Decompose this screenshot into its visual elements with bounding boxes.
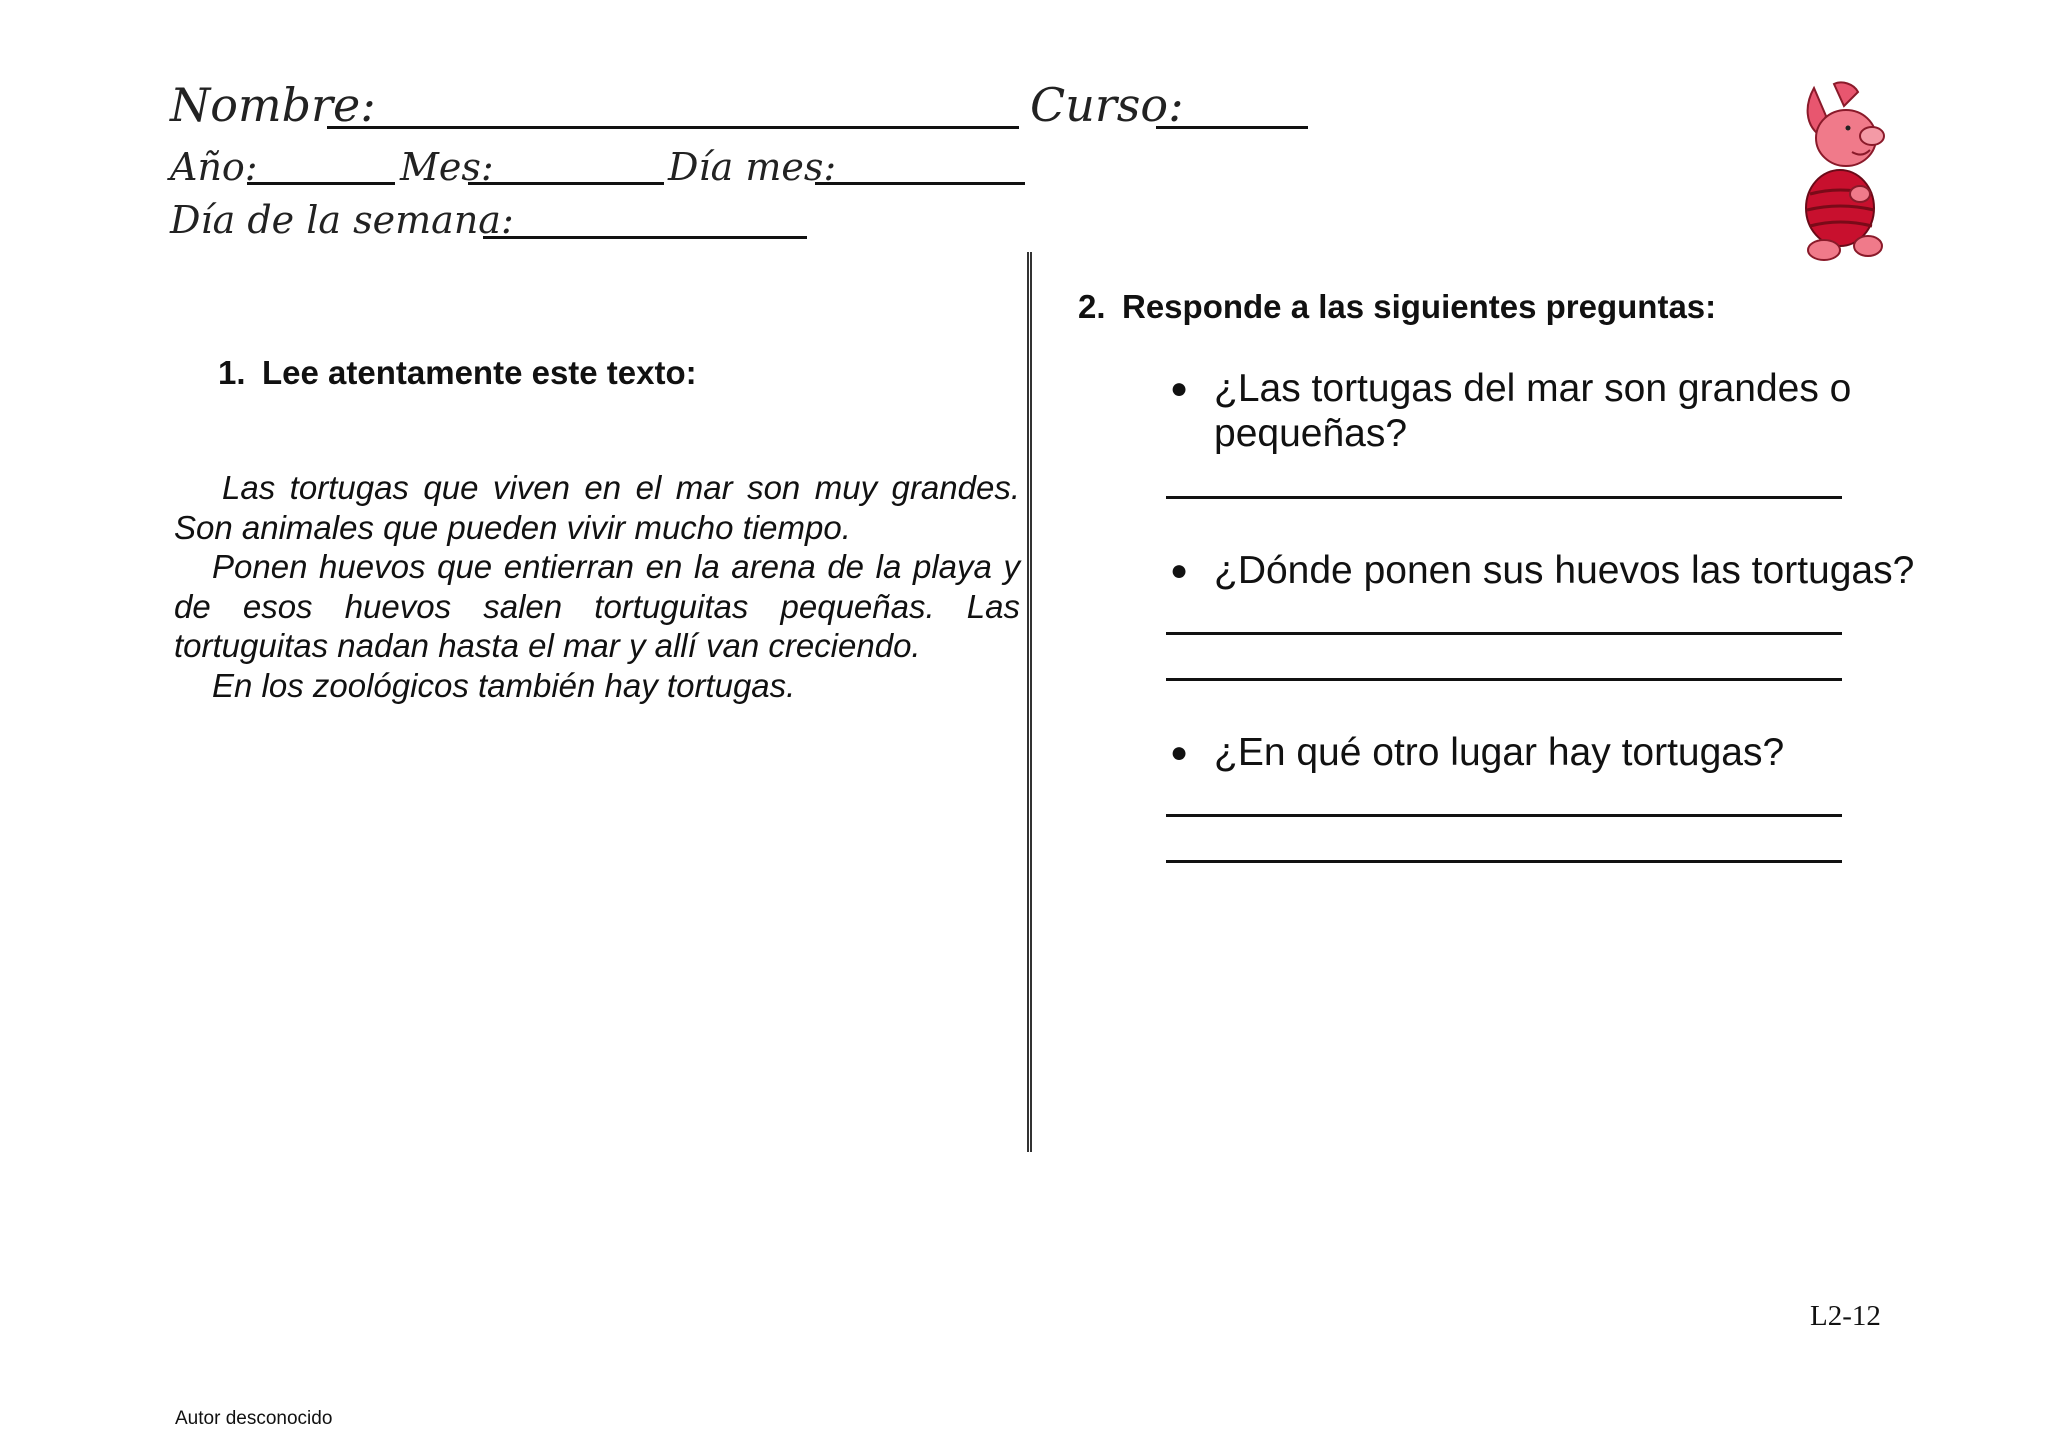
ano-field[interactable] bbox=[247, 182, 395, 185]
pink-piglet-icon bbox=[1796, 76, 1896, 266]
answer-line[interactable] bbox=[1166, 496, 1842, 499]
bullet-icon: ● bbox=[1170, 736, 1189, 769]
section-2-title-text: Responde a las siguientes preguntas: bbox=[1122, 288, 1717, 325]
question-text: ¿En qué otro lugar hay tortugas? bbox=[1214, 731, 1785, 774]
ano-label: Año: bbox=[170, 145, 258, 189]
curso-label: Curso: bbox=[1030, 78, 1184, 132]
section-1-title-text: Lee atentamente este texto: bbox=[262, 354, 697, 391]
dia-semana-field[interactable] bbox=[483, 236, 807, 239]
mes-field[interactable] bbox=[468, 182, 664, 185]
reading-text bbox=[174, 468, 1020, 705]
question-text: ¿Las tortugas del mar son grandes o pequeñas? bbox=[1214, 367, 1852, 455]
curso-field[interactable] bbox=[1156, 126, 1308, 129]
reading-paragraph: En los zoológicos también hay tortugas. bbox=[212, 666, 796, 704]
nombre-field[interactable] bbox=[327, 126, 1019, 129]
answer-line[interactable] bbox=[1166, 678, 1842, 681]
bullet-icon: ● bbox=[1170, 554, 1189, 587]
page-code: L2-12 bbox=[1810, 1300, 1881, 1332]
section-2-title bbox=[1078, 288, 1716, 326]
answer-line[interactable] bbox=[1166, 814, 1842, 817]
reading-paragraph: Ponen huevos que entierran en la arena de la playa y de esos huevos salen tortuguitas pequeñas. Las tortuguitas nadan hasta el mar y allí van creciendo. bbox=[174, 548, 1020, 664]
dia-semana-label: Día de la semana: bbox=[170, 198, 514, 242]
bullet-icon: ● bbox=[1170, 372, 1189, 405]
section-1-number: 1. bbox=[218, 354, 246, 391]
dia-mes-label: Día mes: bbox=[668, 145, 837, 189]
answer-line[interactable] bbox=[1166, 860, 1842, 863]
dia-mes-field[interactable] bbox=[815, 182, 1025, 185]
section-2-number: 2. bbox=[1078, 288, 1106, 325]
answer-line[interactable] bbox=[1166, 632, 1842, 635]
mes-label: Mes: bbox=[400, 145, 494, 189]
column-divider bbox=[1027, 252, 1032, 1152]
question-text: ¿Dónde ponen sus huevos las tortugas? bbox=[1214, 549, 1915, 592]
author-credit: Autor desconocido bbox=[175, 1408, 333, 1429]
nombre-label: Nombre: bbox=[170, 78, 376, 132]
section-1-title bbox=[218, 354, 697, 392]
reading-paragraph: Las tortugas que viven en el mar son muy grandes. Son animales que pueden vivir mucho tiempo. bbox=[174, 469, 1020, 546]
